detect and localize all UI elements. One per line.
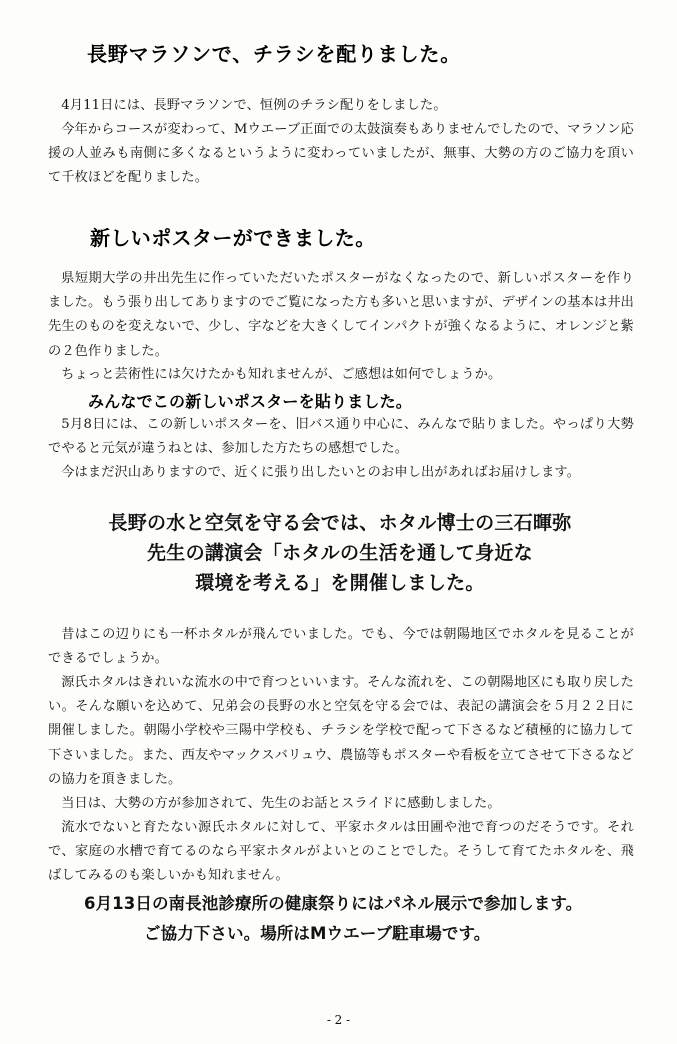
- poster-posting-paragraph-1: 5月8日には、この新しいポスターを、旧バス通り中心に、みんなで貼りました。やっぱり大勢でやると元気が違うねとは、参加した方たちの感想でした。: [48, 417, 634, 457]
- firefly-heading-line-1: 長野の水と空気を守る会では、ホタル博士の三石暉弥: [108, 512, 572, 534]
- poster-paragraph-1: 県短期大学の井出先生に作っていただいたポスターがなくなったので、新しいポスターを作りました。もう張り出してありますのでご覧になった方も多いと思いますが、デザインの基本は井出先生のものを変えないで、少し、字などを大きくしてインパクトが強くなるように、オレンジと紫の２色作りました。: [48, 271, 634, 359]
- poster-heading: 新しいポスターができました。: [90, 226, 376, 250]
- firefly-heading-line-2: 先生の講演会「ホタルの生活を通して身近な: [146, 542, 533, 564]
- marathon-heading: 長野マラソンで、チラシを配りました。: [87, 42, 461, 66]
- firefly-paragraph-3: 当日は、大勢の方が参加されて、先生のお話とスライドに感動しました。: [61, 796, 501, 811]
- firefly-paragraph-1: 昔はこの辺りにも一杯ホタルが飛んでいました。でも、今では朝陽地区でホタルを見ることができるでしょうか。: [48, 627, 634, 667]
- notice-line-2: ご協力下さい。場所はMウエーブ駐車場です。: [144, 924, 491, 943]
- poster-paragraph-2: ちょっと芸術性には欠けたかも知れませんが、ご感想は如何でしょうか。: [61, 367, 502, 382]
- health-festival-notice: [84, 889, 582, 949]
- marathon-paragraph-2: 今年からコースが変わって、Mウエーブ正面での太鼓演奏もありませんでしたので、マラソン応援の人並みも南側に多くなるというように変わっていましたが、無事、大勢の方のご協力を頂いて千枚ほどを配りました。: [48, 122, 634, 186]
- poster-posting-paragraph-2: 今はまだ沢山ありますので、近くに張り出したいとのお申し出があればお届けします。: [61, 465, 581, 480]
- marathon-paragraph-1: 4月11日には、長野マラソンで、恒例のチラシ配りをしました。: [61, 98, 447, 113]
- notice-line-1: 6月13日の南長池診療所の健康祭りにはパネル展示で参加します。: [84, 894, 583, 913]
- firefly-paragraph-2: 源氏ホタルはきれいな流水の中で育つといいます。そんな流れを、この朝陽地区にも取り戻したい。そんな願いを込めて、兄弟会の長野の水と空気を守る会では、表記の講演会を５月２２日に開催しました。朝陽小学校や三陽中学校も、チラシを学校で配って下さるなど積極的に協力して下さいました。また、西友やマックスバリュウ、農協等もポスターや看板を立てさせて下さるなどの協力を頂きました。: [48, 675, 634, 787]
- firefly-paragraph-4: 流水でないと育たない源氏ホタルに対して、平家ホタルは田圃や池で育つのだそうです。それで、家庭の水槽で育てるのなら平家ホタルがよいとのことでした。そうして育てたホタルを、飛ばしてみるのも楽しいかも知れません。: [48, 820, 634, 884]
- page-number: - 2 -: [326, 1013, 351, 1027]
- firefly-heading: [60, 508, 620, 598]
- firefly-heading-line-3: 環境を考える」を開催しました。: [195, 572, 485, 594]
- poster-posting-heading: みんなでこの新しいポスターを貼りました。: [88, 392, 413, 411]
